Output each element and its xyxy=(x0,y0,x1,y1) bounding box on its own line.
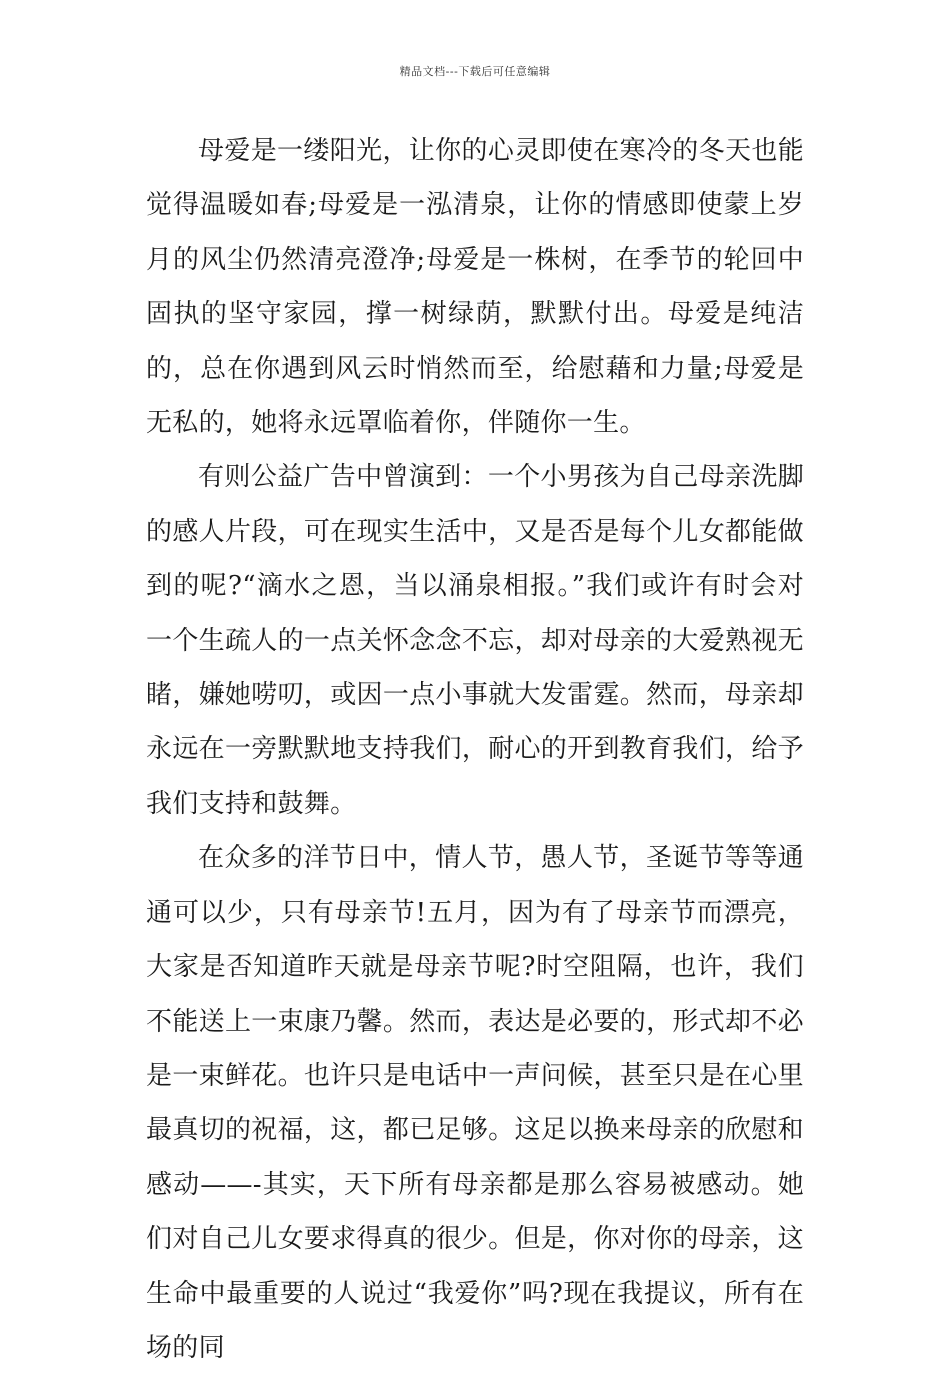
document-body xyxy=(146,124,804,1375)
paragraph-2: 有则公益广告中曾演到：一个小男孩为自己母亲洗脚的感人片段，可在现实生活中，又是否是每个儿女都能做到的呢?“滴水之恩，当以涌泉相报。”我们或许有时会对一个生疏人的一点关怀念念不忘，却对母亲的大爱熟视无睹，嫌她唠叨，或因一点小事就大发雷霆。然而，母亲却永远在一旁默默地支持我们，耐心的开到教育我们，给予我们支持和鼓舞。 xyxy=(146,462,804,819)
page-header: 精品文档---下载后可任意编辑 xyxy=(399,65,551,78)
paragraph-3: 在众多的洋节日中，情人节，愚人节，圣诞节等等通通可以少，只有母亲节!五月，因为有了母亲节而漂亮，大家是否知道昨天就是母亲节呢?时空阻隔，也许，我们不能送上一束康乃馨。然而，表达是必要的，形式却不必是一束鲜花。也许只是电话中一声问候，甚至只是在心里最真切的祝福，这，都已足够。这足以换来母亲的欣慰和感动——-其实，天下所有母亲都是那么容易被感动。她们对自己儿女要求得真的很少。但是，你对你的母亲，这生命中最重要的人说过“我爱你”吗?现在我提议，所有在场的同 xyxy=(146,843,804,1363)
paragraph-1: 母爱是一缕阳光，让你的心灵即使在寒冷的冬天也能觉得温暖如春;母爱是一泓清泉，让你的情感即使蒙上岁月的风尘仍然清亮澄净;母爱是一株树，在季节的轮回中固执的坚守家园，撑一树绿荫，默默付出。母爱是纯洁的，总在你遇到风云时悄然而至，给慰藉和力量;母爱是无私的，她将永远罩临着你，伴随你一生。 xyxy=(146,136,804,439)
